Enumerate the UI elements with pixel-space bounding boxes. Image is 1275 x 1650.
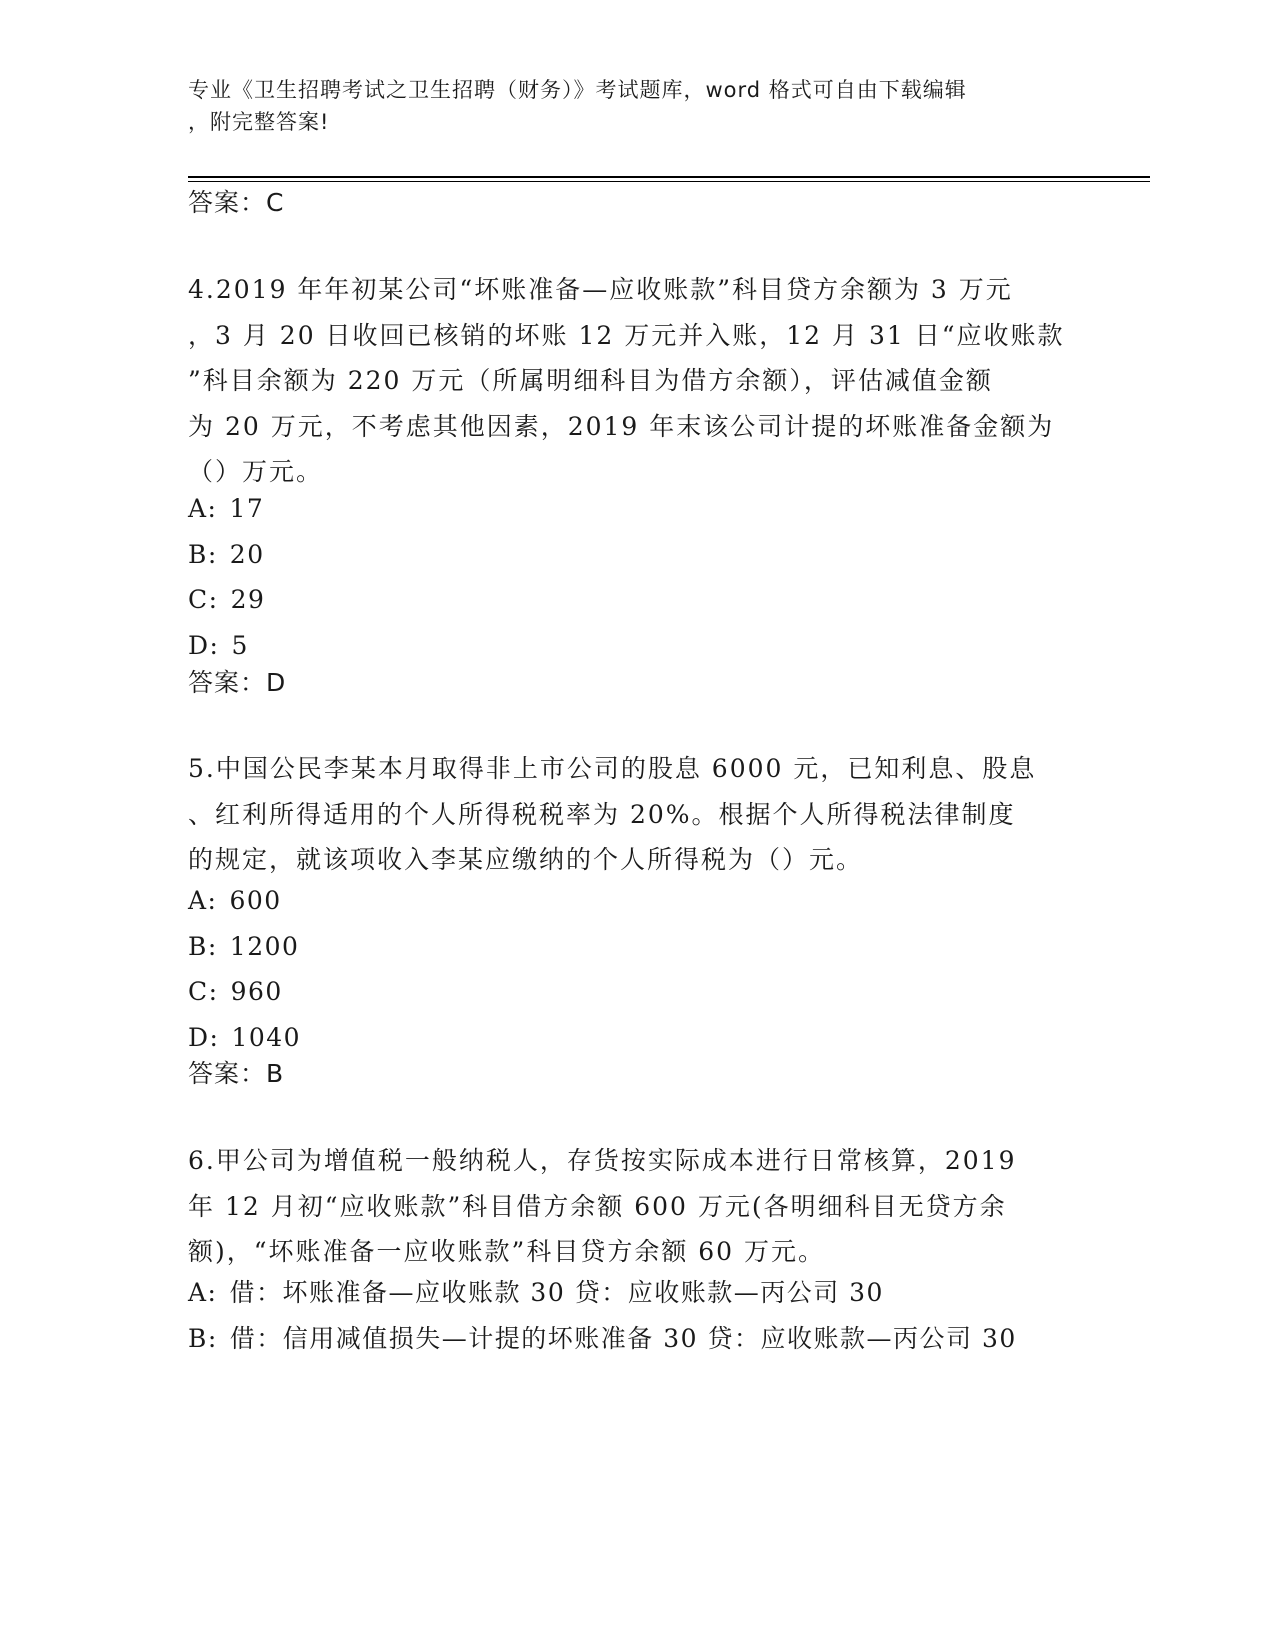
option-text: 5	[231, 630, 249, 660]
answer-q3: 答案：C	[188, 188, 285, 217]
question-4	[188, 267, 1088, 495]
answer-q5: 答案：B	[188, 1059, 285, 1088]
question-4-line: ，3 月 20 日收回已核销的坏账 12 万元并入账，12 月 31 日“应收账款	[188, 320, 1065, 350]
option-letter: C:	[188, 585, 219, 614]
option-a	[188, 486, 265, 532]
question-5	[188, 746, 1088, 883]
header-line-2: ，附完整答案!	[188, 110, 330, 134]
option-d	[188, 623, 265, 669]
option-letter: A:	[188, 886, 218, 915]
option-text: 1040	[231, 1022, 302, 1052]
option-a	[188, 878, 301, 924]
option-letter: B:	[188, 1323, 218, 1353]
option-letter: D:	[188, 1022, 220, 1052]
option-b	[188, 1316, 1017, 1362]
question-6-options	[188, 1270, 1017, 1361]
option-b	[188, 532, 265, 578]
question-4-line: 4.2019 年年初某公司“坏账准备—应收账款”科目贷方余额为 3 万元	[188, 275, 1013, 304]
question-6-line: 6.甲公司为增值税一般纳税人，存货按实际成本进行日常核算，2019	[188, 1146, 1017, 1175]
option-text: 17	[229, 494, 265, 523]
option-a	[188, 1270, 1017, 1316]
answer-q4: 答案：D	[188, 668, 287, 697]
question-5-line: 5.中国公民李某本月取得非上市公司的股息 6000 元，已知利息、股息	[188, 754, 1037, 783]
option-text: 借：坏账准备—应收账款 30 贷：应收账款—丙公司 30	[229, 1278, 884, 1307]
option-letter: C:	[188, 977, 219, 1006]
option-d	[188, 1015, 301, 1061]
question-6-line: 年 12 月初“应收账款”科目借方余额 600 万元(各明细科目无贷方余	[188, 1191, 1007, 1221]
question-4-line: （）万元。	[188, 457, 324, 486]
question-6	[188, 1138, 1088, 1275]
header-line-1: 专业《卫生招聘考试之卫生招聘（财务）》考试题库，word 格式可自由下载编辑	[188, 78, 967, 102]
option-text: 600	[229, 886, 282, 915]
option-letter: A:	[188, 494, 218, 523]
question-5-options	[188, 878, 301, 1060]
header-rule-thin	[188, 181, 1150, 182]
option-c	[188, 577, 265, 623]
option-letter: D:	[188, 630, 220, 660]
option-letter: A:	[188, 1278, 218, 1307]
option-letter: B:	[188, 931, 218, 961]
option-text: 借：信用减值损失—计提的坏账准备 30 贷：应收账款—丙公司 30	[229, 1323, 1017, 1353]
option-text: 20	[229, 539, 265, 569]
option-text: 960	[230, 977, 283, 1006]
option-letter: B:	[188, 539, 218, 569]
question-5-line: 、红利所得适用的个人所得税税率为 20%。根据个人所得税法律制度	[188, 799, 1016, 829]
page-header	[188, 74, 1068, 138]
option-text: 1200	[229, 931, 300, 961]
question-4-line: ”科目余额为 220 万元（所属明细科目为借方余额），评估减值金额	[188, 366, 993, 395]
header-rule-thick	[188, 176, 1150, 178]
option-c	[188, 969, 301, 1015]
option-text: 29	[230, 585, 266, 614]
question-6-line: 额)，“坏账准备一应收账款”科目贷方余额 60 万元。	[188, 1237, 826, 1266]
question-4-line: 为 20 万元，不考虑其他因素，2019 年末该公司计提的坏账准备金额为	[188, 411, 1055, 441]
question-5-line: 的规定，就该项收入李某应缴纳的个人所得税为（）元。	[188, 845, 864, 874]
option-b	[188, 924, 301, 970]
question-4-options	[188, 486, 265, 668]
